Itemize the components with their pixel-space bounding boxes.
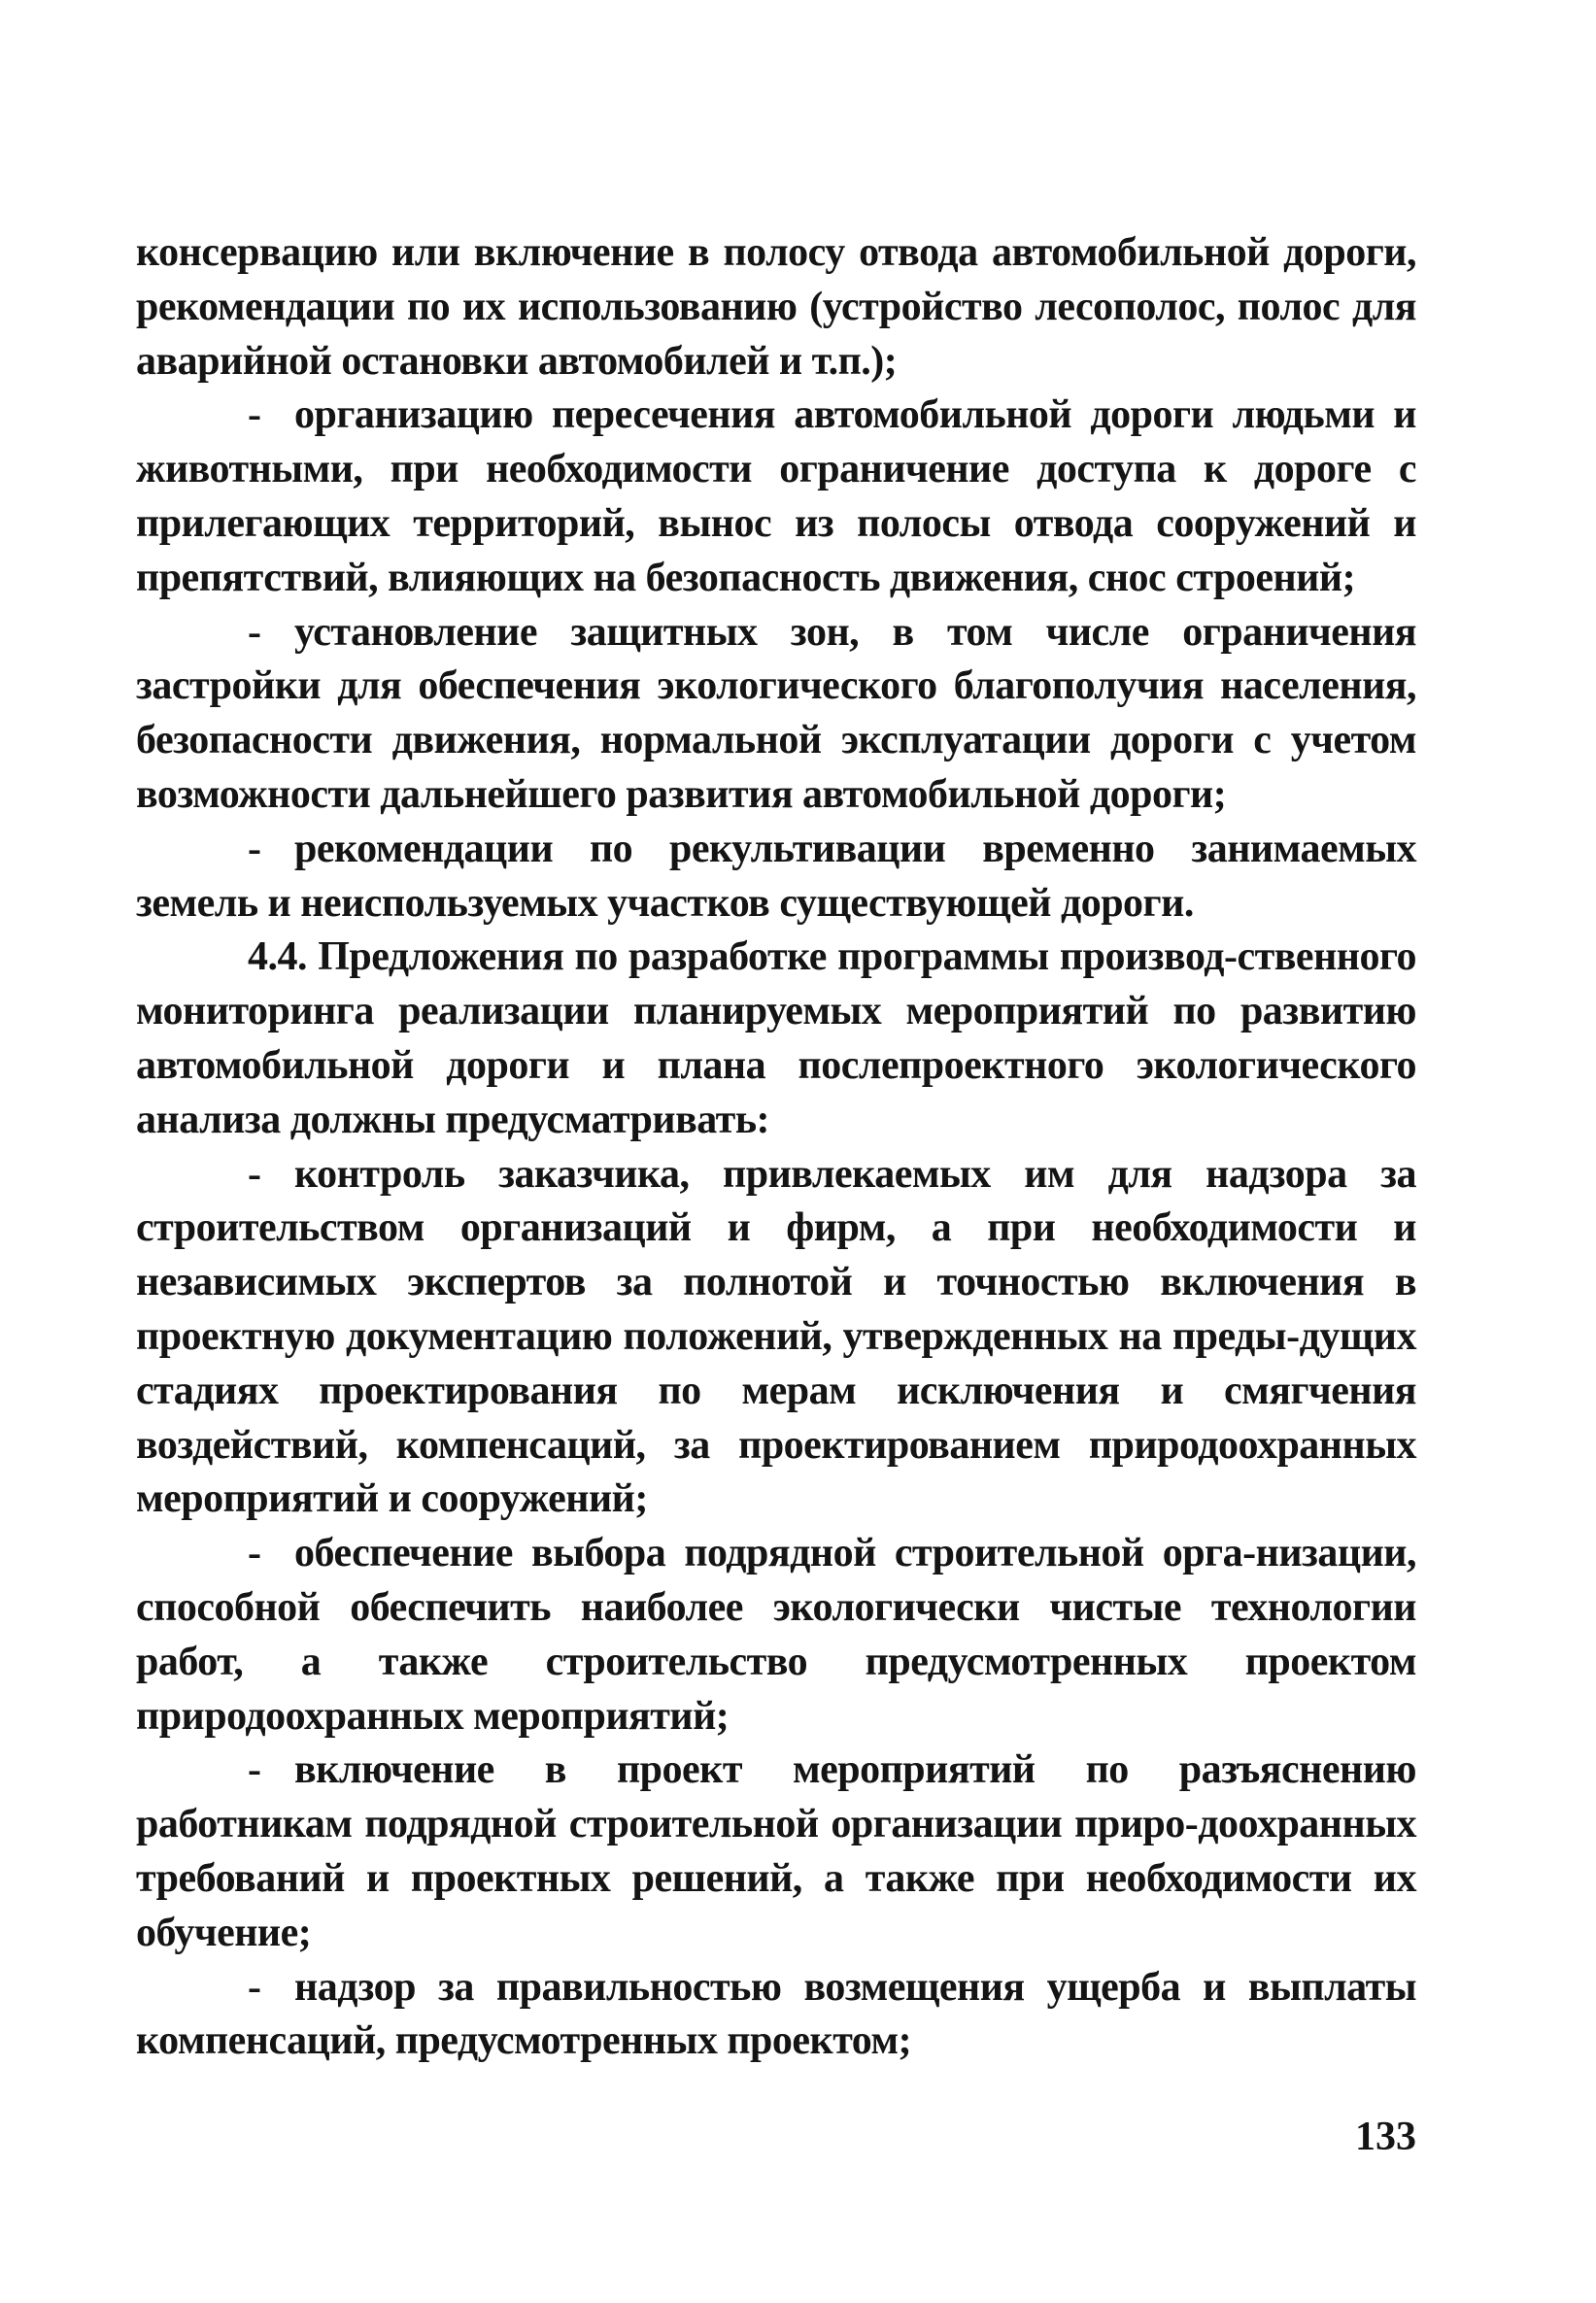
paragraph-text: рекомендации по рекультивации временно занимаемых земель и неиспользуемых участков существующей дороги. bbox=[136, 826, 1416, 926]
bullet-dash: - bbox=[248, 609, 261, 655]
body-text bbox=[136, 226, 1416, 2069]
section-4-4-paragraph bbox=[136, 931, 1416, 1147]
bullet-dash: - bbox=[248, 1151, 261, 1197]
bullet-item-contractor-selection bbox=[136, 1527, 1416, 1744]
bullet-item-recultivation bbox=[136, 823, 1416, 931]
bullet-dash: - bbox=[248, 1964, 261, 2010]
paragraph-text: надзор за правильностью возмещения ущерба и выплаты компенсаций, предусмотренных проектом; bbox=[136, 1964, 1416, 2064]
bullet-dash: - bbox=[248, 392, 261, 438]
paragraph-continuation bbox=[136, 226, 1416, 389]
paragraph-text: организацию пересечения автомобильной дороги людьми и животными, при необходимости ограничение доступа к дороге с прилегающих территорий, вынос из полосы отвода сооружений и препятствий, влияющих на безопасность движения, снос строений; bbox=[136, 392, 1416, 600]
bullet-item-customer-control bbox=[136, 1148, 1416, 1528]
paragraph-text: включение в проект мероприятий по разъяснению работникам подрядной строительной организации приро-доохранных требований и проектных решений, а также при необходимости их обучение; bbox=[136, 1747, 1416, 1955]
paragraph-text: 4.4. Предложения по разработке программы производ-ственного мониторинга реализации планируемых мероприятий по развитию автомобильной дороги и плана послепроектного экологического анализа должны предусматривать: bbox=[136, 934, 1416, 1142]
bullet-item-worker-training bbox=[136, 1744, 1416, 1960]
bullet-dash: - bbox=[248, 826, 261, 871]
bullet-item-road-crossing bbox=[136, 389, 1416, 605]
bullet-dash: - bbox=[248, 1747, 261, 1793]
page-number: 133 bbox=[1355, 2115, 1416, 2159]
bullet-dash: - bbox=[248, 1531, 261, 1576]
paragraph-text: контроль заказчика, привлекаемых им для надзора за строительством организаций и фирм, а при необходимости и независимых экспертов за полнотой и точностью включения в проектную документацию положений, утвержденных на преды-дущих стадиях проектирования по мерам исключения и смягчения воздействий, компенсаций, за проектированием природоохранных мероприятий и сооружений; bbox=[136, 1151, 1416, 1522]
bullet-item-protective-zones bbox=[136, 606, 1416, 823]
bullet-item-compensation-oversight bbox=[136, 1961, 1416, 2070]
paragraph-text: обеспечение выбора подрядной строительной орга-низации, способной обеспечить наиболее экологически чистые технологии работ, а также строительство предусмотренных проектом природоохранных мероприятий; bbox=[136, 1531, 1416, 1739]
paragraph-text: консервацию или включение в полосу отвода автомобильной дороги, рекомендации по их использованию (устройство лесополос, полос для аварийной остановки автомобилей и т.п.); bbox=[136, 230, 1416, 384]
paragraph-text: установление защитных зон, в том числе ограничения застройки для обеспечения экологического благополучия населения, безопасности движения, нормальной эксплуатации дороги с учетом возможности дальнейшего развития автомобильной дороги; bbox=[136, 609, 1416, 817]
